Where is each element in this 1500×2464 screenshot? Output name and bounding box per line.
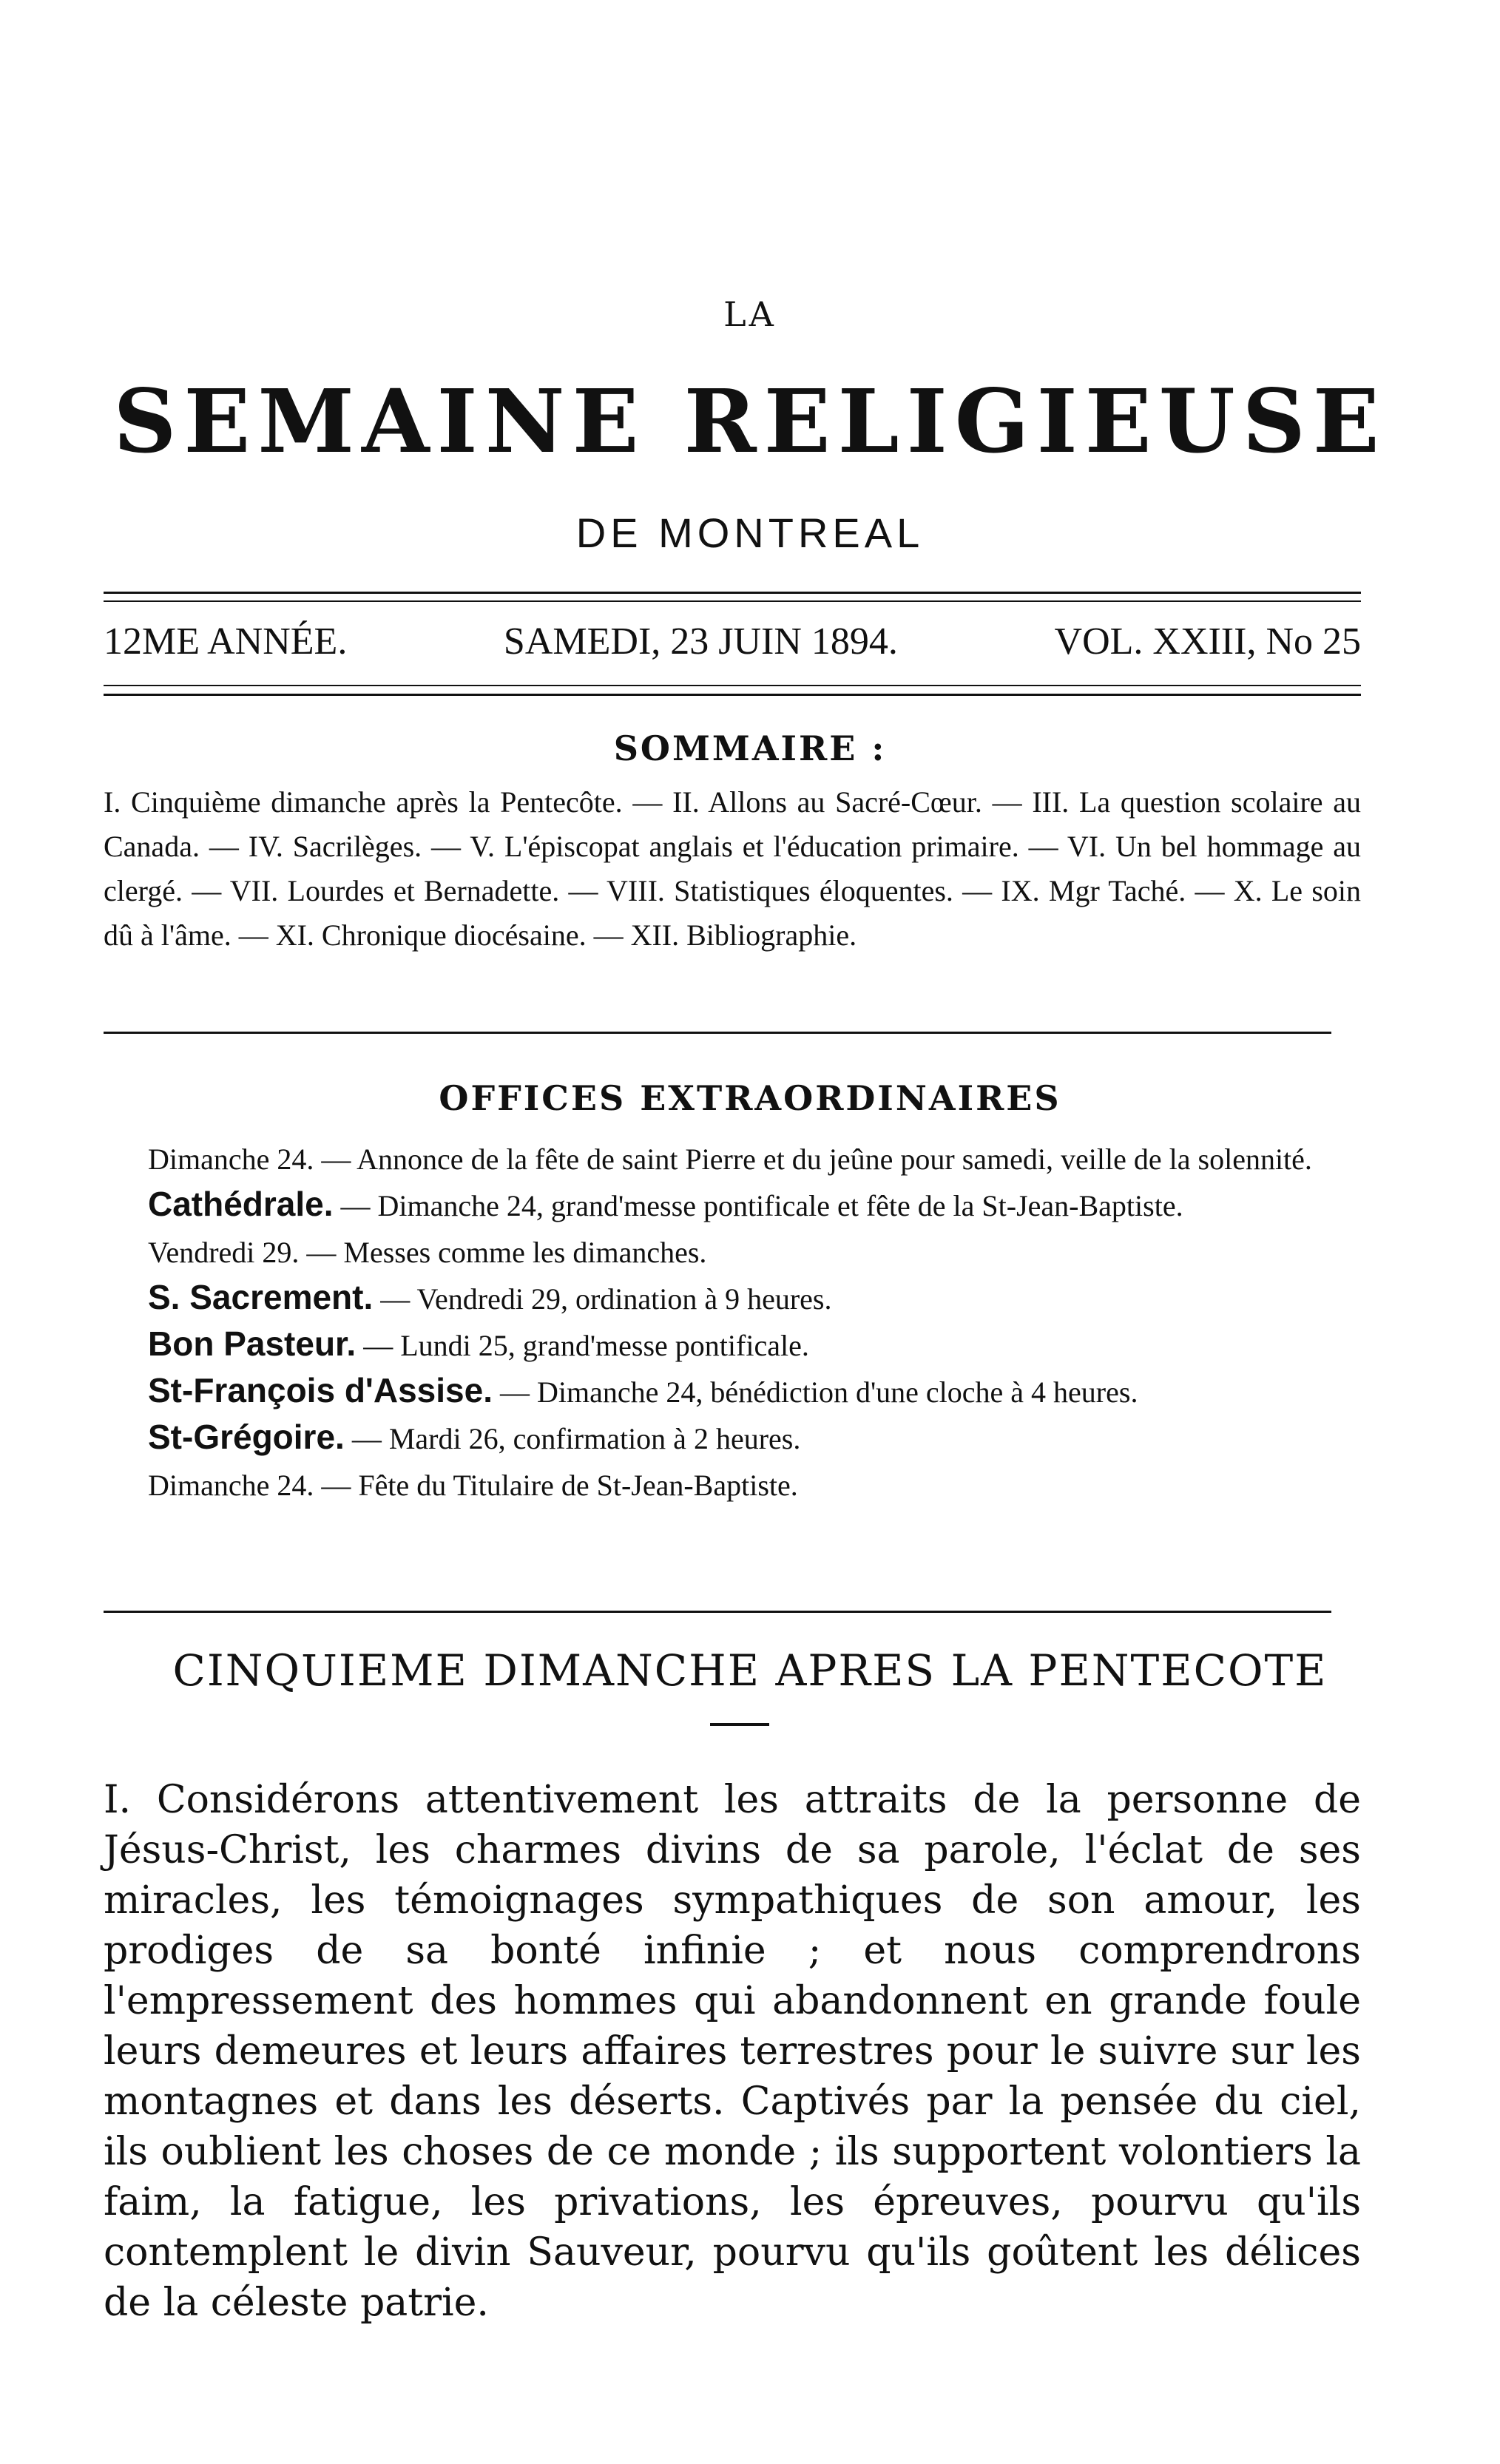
article-body: I. Considérons attentivement les attraits de la personne de Jésus-Christ, les charmes divins de sa parole, l'éclat de ses miracles, les témoignages sympathiques de son amour, les prodiges de sa bonté infinie ; et nous comprendrons l'empressement des hommes qui abandonnent en grande foule leurs demeures et leurs affaires terrestres pour le suivre sur les montagnes et dans les déserts. Captivés par la pensée du ciel, ils oublient les choses de ce monde ; ils supportent volontiers la faim, la fatigue, les privations, les épreuves, pourvu qu'ils contemplent le divin Sauveur, pourvu qu'ils goûtent les délices de la céleste patrie. — [104, 1778, 1361, 2325]
office-entry — [104, 1182, 1361, 1228]
divider-rule — [710, 1723, 769, 1726]
masthead-title: SEMAINE RELIGIEUSE — [113, 370, 1387, 473]
masthead-la: LA — [723, 294, 777, 334]
office-entry — [104, 1321, 1361, 1368]
office-name: St-Grégoire. — [148, 1418, 345, 1456]
office-text: — Vendredi 29, ordination à 9 heures. — [373, 1282, 832, 1316]
office-entry — [104, 1228, 1361, 1275]
office-name: Bon Pasteur. — [148, 1324, 357, 1363]
offices-list — [104, 1135, 1361, 1508]
divider-rule — [104, 694, 1361, 696]
office-text: Dimanche 24. — Annonce de la fête de saint Pierre et du jeûne pour samedi, veille de la solennité. — [148, 1143, 1312, 1176]
issue-year: 12ME ANNÉE. — [104, 620, 348, 663]
divider-rule — [104, 592, 1361, 594]
office-name: Cathédrale. — [148, 1185, 334, 1223]
issue-date: SAMEDI, 23 JUIN 1894. — [503, 620, 898, 663]
sommaire-heading: SOMMAIRE : — [613, 728, 887, 768]
divider-rule — [104, 685, 1361, 686]
office-entry — [104, 1415, 1361, 1461]
offices-heading: OFFICES EXTRAORDINAIRES — [439, 1078, 1061, 1118]
office-text: — Dimanche 24, grand'messe pontificale et fête de la St-Jean-Baptiste. — [333, 1189, 1183, 1222]
office-entry — [104, 1368, 1361, 1415]
issue-line — [104, 620, 1361, 671]
office-name: S. Sacrement. — [148, 1278, 374, 1316]
article-heading: CINQUIEME DIMANCHE APRES LA PENTECOTE — [172, 1645, 1328, 1696]
office-text: — Mardi 26, confirmation à 2 heures. — [344, 1422, 801, 1455]
office-text: — Lundi 25, grand'messe pontificale. — [356, 1329, 809, 1362]
office-text: Dimanche 24. — Fête du Titulaire de St-Jean-Baptiste. — [148, 1469, 798, 1502]
office-entry — [104, 1135, 1361, 1182]
office-text: Vendredi 29. — Messes comme les dimanches. — [148, 1236, 707, 1269]
office-entry — [104, 1275, 1361, 1321]
masthead-subtitle: DE MONTREAL — [575, 510, 925, 556]
office-name: St-François d'Assise. — [148, 1371, 493, 1409]
sommaire-text: I. Cinquième dimanche après la Pentecôte. — II. Allons au Sacré-Cœur. — III. La question scolaire au Canada. — IV. Sacrilèges. — V. L'épiscopat anglais et l'éducation primaire. — VI. Un bel hommage au clergé. — VII. Lourdes et Bernadette. — VIII. Statistiques éloquentes. — IX. Mgr Taché. — X. Le soin dû à l'âme. — XI. Chronique diocésaine. — XII. Bibliographie. — [104, 785, 1361, 952]
office-entry — [104, 1461, 1361, 1508]
issue-volume: VOL. XXIII, No 25 — [1054, 620, 1361, 663]
divider-rule — [104, 1032, 1331, 1034]
office-text: — Dimanche 24, bénédiction d'une cloche à 4 heures. — [492, 1375, 1138, 1409]
divider-rule — [104, 1611, 1331, 1613]
divider-rule — [104, 600, 1361, 602]
